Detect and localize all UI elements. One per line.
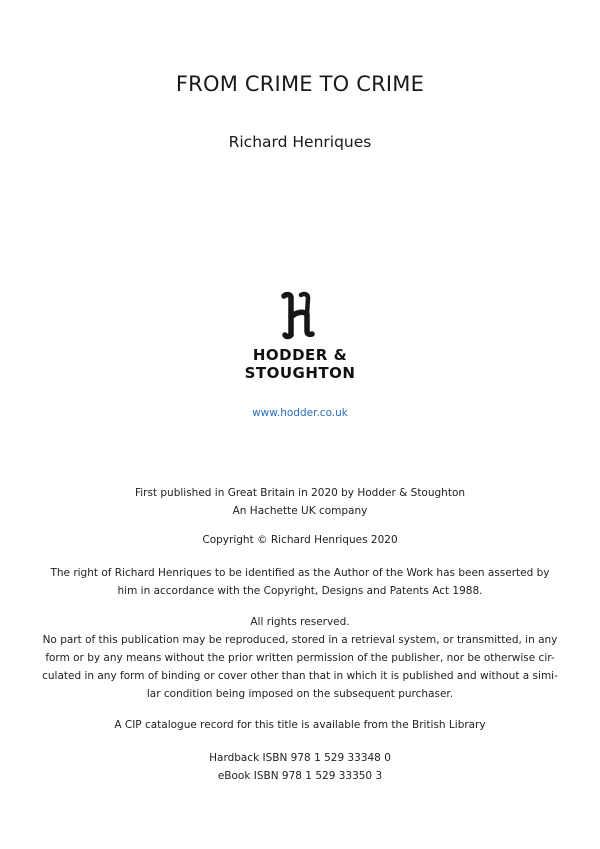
- publisher-name-line1: HODDER &: [252, 346, 348, 364]
- moral-right-line1: The right of Richard Henriques to be identified as the Author of the Work has been asserted by: [50, 567, 550, 579]
- rights-notice-block: [25, 613, 575, 703]
- cip-line: A CIP catalogue record for this title is available from the British Library: [114, 719, 486, 731]
- h-logo-icon: [278, 290, 322, 340]
- first-published-block: [50, 484, 550, 520]
- publisher-website-link[interactable]: www.hodder.co.uk: [252, 407, 348, 419]
- publisher-logo: [0, 290, 600, 382]
- author-name: Richard Henriques: [228, 133, 372, 151]
- publisher-name-line2: STOUGHTON: [244, 364, 356, 382]
- moral-right-block: [30, 564, 570, 600]
- company-line: An Hachette UK company: [232, 505, 368, 517]
- rights-reserved-line: All rights reserved.: [250, 616, 350, 628]
- copyright-line: Copyright © Richard Henriques 2020: [202, 534, 398, 546]
- ebook-isbn: eBook ISBN 978 1 529 33350 3: [217, 770, 383, 782]
- notice-line1: No part of this publication may be reproduced, stored in a retrieval system, or transmitted, in any: [42, 634, 558, 646]
- first-published-line: First published in Great Britain in 2020 by Hodder & Stoughton: [134, 487, 466, 499]
- moral-right-line2: him in accordance with the Copyright, Designs and Patents Act 1988.: [117, 585, 483, 597]
- isbn-block: [50, 749, 550, 785]
- book-title: FROM CRIME TO CRIME: [175, 72, 425, 96]
- notice-line2: form or by any means without the prior written permission of the publisher, nor be otherwise cir-: [45, 652, 555, 664]
- notice-line3: culated in any form of binding or cover other than that in which it is published and without a simi-: [42, 670, 558, 682]
- hardback-isbn: Hardback ISBN 978 1 529 33348 0: [209, 752, 391, 764]
- notice-line4: lar condition being imposed on the subsequent purchaser.: [146, 688, 454, 700]
